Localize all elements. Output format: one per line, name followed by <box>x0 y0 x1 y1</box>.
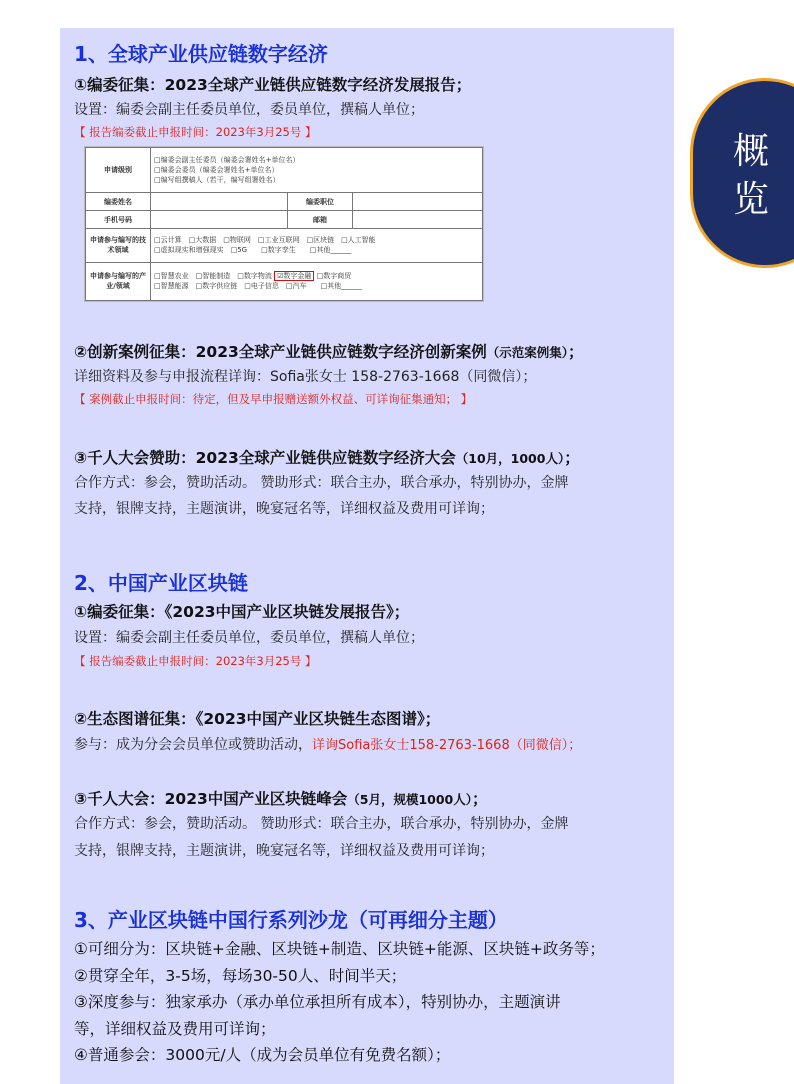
form-phone-value <box>151 211 288 229</box>
s2-item1-desc: 设置：编委会副主任委员单位，委员单位，撰稿人单位； <box>74 630 424 646</box>
s2-item1-title: ①编委征集：《2023中国产业区块链发展报告》； <box>74 603 410 621</box>
overview-badge-label: 概 览 <box>732 131 769 220</box>
s1-item2-title: ②创新案例征集：2023全球产业链供应链数字经济创新案例（示范案例集）； <box>74 343 584 361</box>
s1-item2-desc: 详细资料及参与申报流程详询：Sofia张女士 158-2763-1668（同微信）； <box>74 369 537 385</box>
section-1-title: 1、全球产业供应链数字经济 <box>74 42 328 66</box>
s2-item3-title: ③千人大会：2023中国产业区块链峰会（5月，规模1000人）； <box>74 790 488 808</box>
form-name-label: 编委姓名 <box>86 193 151 211</box>
s2-item3-desc-line2: 支持，银牌支持，主题演讲，晚宴冠名等，详细权益及费用可详询； <box>74 843 494 859</box>
form-email-value <box>353 211 483 229</box>
application-form-image <box>84 146 484 302</box>
s2-item1-deadline: 【 报告编委截止申报时间：2023年3月25号 】 <box>74 654 317 668</box>
s1-item3-desc-line1: 合作方式：参会，赞助活动。 赞助形式：联合主办，联合承办，特别协办，金牌 <box>74 475 569 491</box>
s3-line1: ①可细分为：区块链+金融、区块链+制造、区块链+能源、区块链+政务等； <box>74 940 605 958</box>
s1-item1-title: ①编委征集：2023全球产业链供应链数字经济发展报告； <box>74 76 472 94</box>
s3-line3: ③深度参与：独家承办（承办单位承担所有成本），特别协办，主题演讲 <box>74 993 561 1011</box>
s1-item1-desc: 设置：编委会副主任委员单位，委员单位，撰稿人单位； <box>74 102 424 118</box>
form-industry-options: □智慧农业 □智能制造 □数字物流 ☑数字金融 □数字商贸 □智慧能源 □数字供应链 □电子信息 □汽车 □其他______ <box>151 262 483 300</box>
s2-item2-title: ②生态图谱征集：《2023中国产业区块链生态图谱》； <box>74 710 441 728</box>
form-position-value <box>353 193 483 211</box>
s3-line4: 等，详细权益及费用可详询； <box>74 1020 276 1038</box>
form-highlighted-option: ☑数字金融 <box>274 271 314 281</box>
section-2-title: 2、中国产业区块链 <box>74 571 248 595</box>
section-3-title: 3、产业区块链中国行系列沙龙（可再细分主题） <box>74 908 508 932</box>
s2-item2-desc: 参与：成为分会会员单位或赞助活动，详询Sofia张女士158-2763-1668（同微信）； <box>74 737 582 753</box>
form-phone-label: 手机号码 <box>86 211 151 229</box>
s1-item2-deadline: 【 案例截止申报时间：待定，但及早申报赠送额外权益、可详询征集通知； 】 <box>74 392 473 406</box>
s3-line2: ②贯穿全年，3-5场，每场30-50人、时间半天； <box>74 967 407 985</box>
form-level-options: □编委会副主任委员（编委会署姓名+单位名） □编委会委员（编委会署姓名+单位名） □编写组撰稿人（若干，编写组署姓名） <box>151 148 483 193</box>
form-tech-label: 申请参与编写的技术领域 <box>86 229 151 263</box>
form-industry-label: 申请参与编写的产业/领域 <box>86 262 151 300</box>
s1-item1-deadline: 【 报告编委截止申报时间：2023年3月25号 】 <box>74 125 317 139</box>
form-tech-options: □云计算 □大数据 □物联网 □工业互联网 □区块链 □人工智能 □虚拟现实和增强现实 □5G □数字孪生 □其他______ <box>151 229 483 263</box>
form-name-value <box>151 193 288 211</box>
form-level-label: 申请级别 <box>86 148 151 193</box>
form-email-label: 邮箱 <box>288 211 353 229</box>
s3-line5: ④普通参会：3000元/人（成为会员单位有免费名额）； <box>74 1046 451 1064</box>
form-position-label: 编委职位 <box>288 193 353 211</box>
s1-item3-title: ③千人大会赞助：2023全球产业链供应链数字经济大会（10月，1000人）； <box>74 449 580 467</box>
s1-item3-desc-line2: 支持，银牌支持，主题演讲，晚宴冠名等，详细权益及费用可详询； <box>74 501 494 517</box>
s2-item3-desc-line1: 合作方式：参会，赞助活动。 赞助形式：联合主办，联合承办，特别协办，金牌 <box>74 816 569 832</box>
